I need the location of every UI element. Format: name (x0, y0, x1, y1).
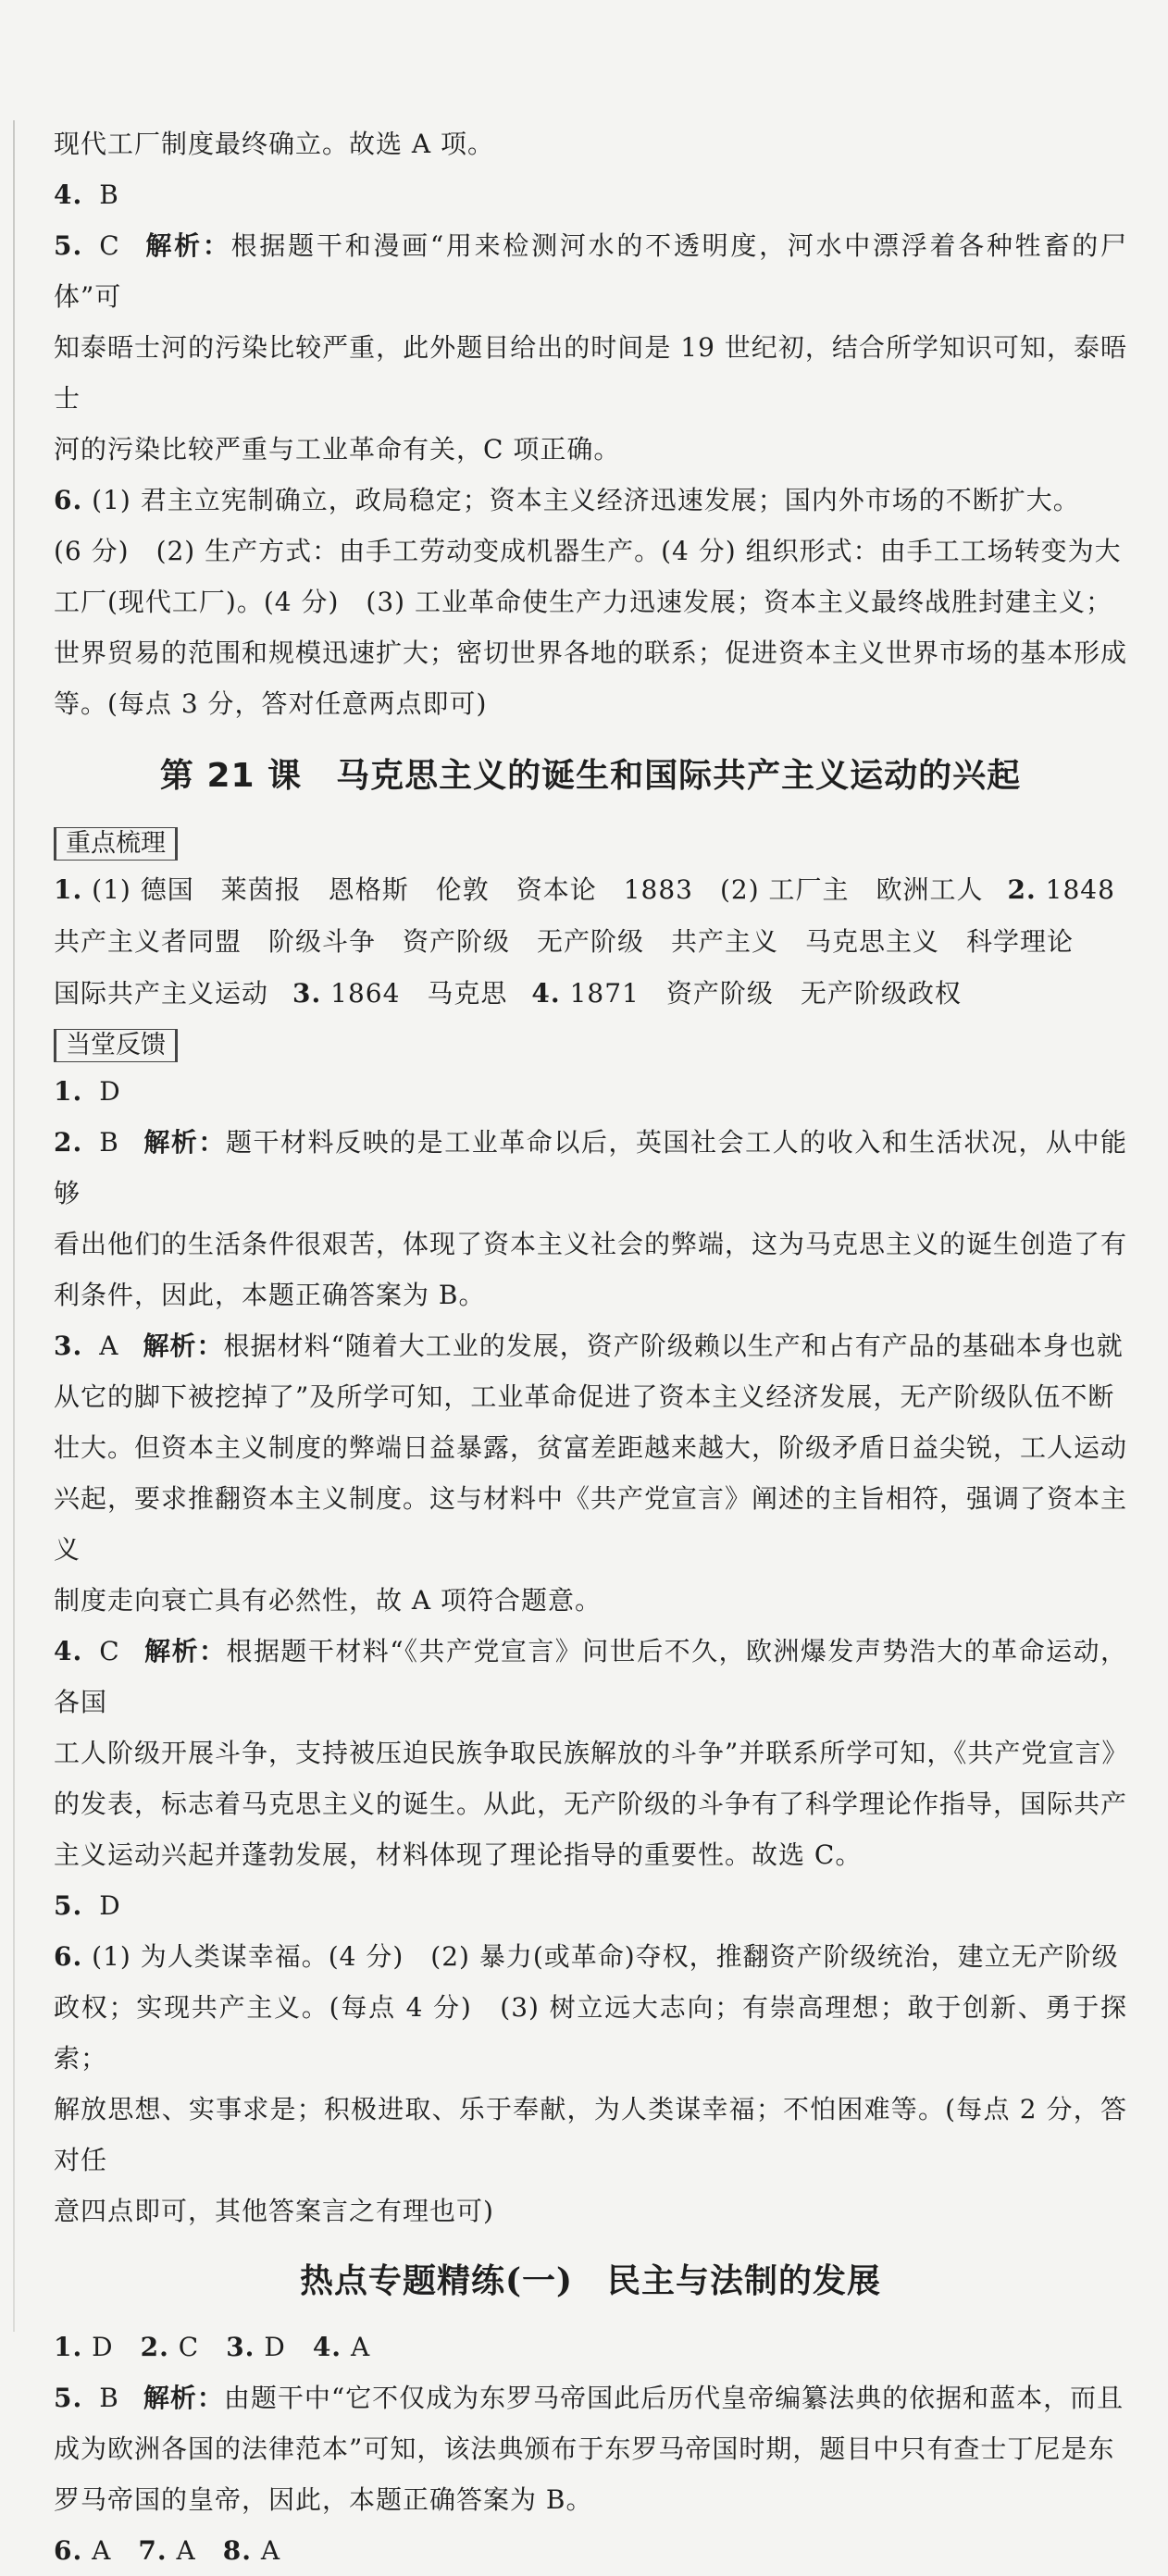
key-points-list (54, 864, 1127, 1020)
fb-q3-line3: 壮大。但资本主义制度的弊端日益暴露，贫富差距越来越大，阶级矛盾日益尖锐，工人运动 (54, 1432, 1128, 1463)
section-key-points: 重点梳理 (54, 827, 178, 861)
prev-q6-line5: 等。(每点 3 分，答对任意两点即可) (54, 688, 488, 719)
prev-q4: 4. B (54, 180, 119, 210)
prev-q6-line2: (6 分) (2) 生产方式：由手工劳动变成机器生产。(4 分) 组织形式：由手工工场转变为大 (54, 536, 1122, 566)
fb-q4-line4: 主义运动兴起并蓬勃发展，材料体现了理论指导的重要性。故选 C。 (54, 1839, 863, 1870)
prev-q6-line3: 工厂(现代工厂)。(4 分) (3) 工业革命使生产力迅速发展；资本主义最终战胜封建主义； (54, 587, 1112, 617)
topic-title: 热点专题精练(一) 民主与法制的发展 (299, 2261, 882, 2300)
fb-q3: 3. A 解析：根据材料“随着大工业的发展，资产阶级赖以生产和占有产品的基础本身也就 (54, 1331, 1124, 1361)
prev-q6: 6. (1) 君主立宪制确立，政局稳定；资本主义经济迅速发展；国内外市场的不断扩大。 (54, 485, 1080, 515)
prev-q5-line2: 知泰晤士河的污染比较严重，此外题目给出的时间是 19 世纪初，结合所学知识可知，泰晤士 (54, 332, 1127, 414)
topic-q5-line2: 成为欧洲各国的法律范本”可知，该法典颁布于东罗马帝国时期，题目中只有查士丁尼是东 (54, 2434, 1115, 2464)
topic-row1: 1. D 2. C 3. D 4. A (54, 2332, 371, 2362)
prev-q6-line4: 世界贸易的范围和规模迅速扩大；密切世界各地的联系；促进资本主义世界市场的基本形成 (54, 638, 1128, 668)
topic-q5: 5. B 解析：由题干中“它不仅成为东罗马帝国此后历代皇帝编纂法典的依据和蓝本，而且 (54, 2383, 1125, 2413)
prev-q5: 5. C 解析：根据题干和漫画“用来检测河水的不透明度，河水中漂浮着各种牲畜的尸体”可 (54, 230, 1127, 312)
fb-q6-line4: 意四点即可，其他答案言之有理也可) (54, 2196, 494, 2226)
key-line2: 共产主义者同盟 阶级斗争 资产阶级 无产阶级 共产主义 马克思主义 科学理论 (54, 926, 1075, 957)
fb-q2-line2: 看出他们的生活条件很艰苦，体现了资本主义社会的弊端，这为马克思主义的诞生创造了有 (54, 1229, 1128, 1259)
fb-q1: 1. D (54, 1076, 121, 1107)
topic-q5-line3: 罗马帝国的皇帝，因此，本题正确答案为 B。 (54, 2484, 593, 2515)
binding-margin-line (13, 120, 15, 2332)
fb-q2: 2. B 解析：题干材料反映的是工业革命以后，英国社会工人的收入和生活状况，从中能够 (54, 1127, 1127, 1208)
fb-q6-line2: 政权；实现共产主义。(每点 4 分) (3) 树立远大志向；有崇高理想；敢于创新、勇于探索； (54, 1992, 1127, 2074)
fb-q5: 5. D (54, 1890, 121, 1921)
prev-q5-line3: 河的污染比较严重与工业革命有关，C 项正确。 (54, 434, 621, 464)
lesson-title: 第 21 课 马克思主义的诞生和国际共产主义运动的兴起 (159, 757, 1022, 795)
key-line1: 1. (1) 德国 莱茵报 恩格斯 伦敦 资本论 1883 (2) 工厂主 欧洲工人 2. 1848 (54, 874, 1115, 905)
prev-line: 现代工厂制度最终确立。故选 A 项。 (54, 129, 495, 159)
topic-row2: 6. A 7. A 8. A (54, 2535, 281, 2566)
key-line3: 国际共产主义运动 3. 1864 马克思 4. 1871 资产阶级 无产阶级政权 (54, 978, 962, 1009)
fb-q3-line5: 制度走向衰亡具有必然性，故 A 项符合题意。 (54, 1585, 603, 1616)
fb-q6: 6. (1) 为人类谋幸福。(4 分) (2) 暴力(或革命)夺权，推翻资产阶级统治，建立无产阶级 (54, 1941, 1119, 1972)
content-column (54, 118, 1127, 2576)
section-feedback: 当堂反馈 (54, 1029, 178, 1062)
fb-q4-line3: 的发表，标志着马克思主义的诞生。从此，无产阶级的斗争有了科学理论作指导，国际共产 (54, 1789, 1128, 1819)
fb-q6-line3: 解放思想、实事求是；积极进取、乐于奉献，为人类谋幸福；不怕困难等。(每点 2 分，答对任 (54, 2094, 1127, 2175)
fb-q2-line3: 利条件，因此，本题正确答案为 B。 (54, 1280, 486, 1310)
fb-q4-line2: 工人阶级开展斗争，支持被压迫民族争取民族解放的斗争”并联系所学可知，《共产党宣言》 (54, 1738, 1129, 1768)
fb-q3-line4: 兴起，要求推翻资本主义制度。这与材料中《共产党宣言》阐述的主旨相符，强调了资本主义 (54, 1483, 1128, 1565)
fb-q3-line2: 从它的脚下被挖掉了”及所学可知，工业革命促进了资本主义经济发展，无产阶级队伍不断 (54, 1381, 1115, 1412)
fb-q4: 4. C 解析：根据题干材料“《共产党宣言》问世后不久，欧洲爆发声势浩大的革命运动，各国 (54, 1636, 1127, 1717)
